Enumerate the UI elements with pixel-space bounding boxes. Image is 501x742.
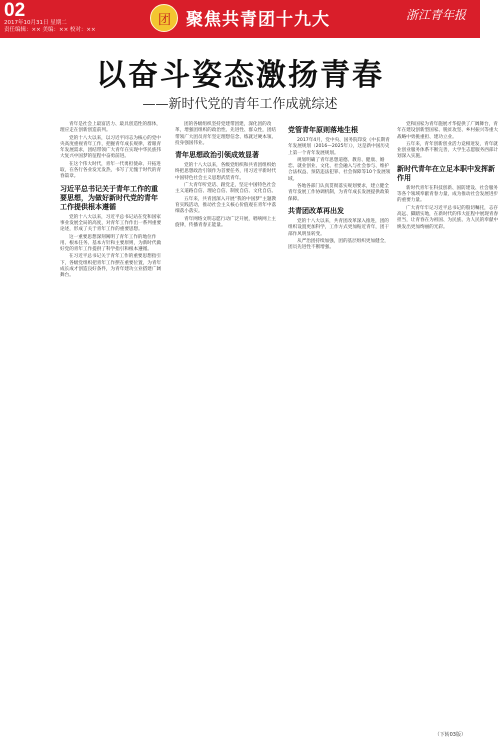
page-number: 02 xyxy=(4,0,26,21)
paragraph: 党的十八大以来，习近平总书记站在党和国家事业发展全局的高度，对青年工作作出一系列重要论述，形成了关于青年工作的重要思想。 xyxy=(60,214,162,233)
newspaper-logo: 浙江青年报 xyxy=(406,8,467,22)
paragraph: 党的十八大以来，各级党组织和共青团组织始终把思想政治引领作为首要任务，用习近平新时代中国特色社会主义思想武装青年。 xyxy=(175,163,277,181)
section-subhead: 青年思想政治引领成效显著 xyxy=(175,151,259,160)
paragraph: 从严治团持续加强，团的基层组织更加健全，团员先进性不断增强。 xyxy=(288,238,389,251)
paragraph: 广大青年听党话、跟党走，坚定中国特色社会主义道路自信、理论自信、制度自信、文化自信。 xyxy=(175,183,277,195)
page-header xyxy=(0,0,480,38)
article-column-1 xyxy=(60,122,164,734)
article-column-3 xyxy=(288,122,392,734)
paragraph: 党和国家为青年施展才华提供了广阔舞台，青年在建设创新型国家、脱贫攻坚、乡村振兴等重大战略中勇挑重担、建功立业。 xyxy=(397,122,499,140)
article-column-2 xyxy=(175,122,279,734)
issue-meta-line1: 2017年10月31日 星期二 xyxy=(4,20,67,26)
paragraph: 党的十八大以来，以习近平同志为核心的党中央高度重视青年工作，把握青年成长规律，着眼青年发展需求，团结带领广大青年在实现中华民族伟大复兴中国梦的征程中奋勇前进。 xyxy=(60,135,162,160)
issue-meta-line2: 责任编辑：×× 美编：×× 校对：×× xyxy=(4,27,96,33)
paragraph: 五年来，青年创新创业活力竞相迸发，青年就业创业服务体系不断完善，大学生志愿服务西部计划深入实施。 xyxy=(397,141,499,160)
article-column-4 xyxy=(397,122,501,734)
paragraph: 青年是社会上最富活力、最具创造性的群体，理应走在创新创造前列。 xyxy=(60,122,161,134)
section-subhead: 习近平总书记关于青年工作的重要思想，为做好新时代党的青年工作提供根本遵循 xyxy=(60,184,158,211)
paragraph: 团的各级组织坚持党建带团建，深化团的改革，增强团组织的政治性、先进性、群众性，团结带领广大团员青年坚定理想信念、练就过硬本领、投身强国伟业。 xyxy=(175,122,277,146)
continued-on-page-note: （下转03版） xyxy=(434,732,466,738)
paragraph: 在这个伟大时代，青年一代勇担使命、开拓进取，在各行各业发光发热，书写了无愧于时代的青春篇章。 xyxy=(60,161,162,180)
issue-meta xyxy=(4,20,96,34)
article-headline: 以奋斗姿态激扬青春 xyxy=(96,58,384,93)
paragraph: 规划明确了青年思想道德、教育、健康、婚恋、就业创业、文化、社会融入与社会参与、维护合法权益、预防违法犯罪、社会保障等10个发展领域。 xyxy=(288,157,391,182)
paragraph: 在习近平总书记关于青年工作的重要思想指引下，各级党组织把青年工作摆在重要位置，为青年成长成才创造良好条件，为青年建功立业搭建广阔舞台。 xyxy=(60,254,162,279)
paragraph: 青年网络文明志愿行动广泛开展，唱响网上主旋律，传播青春正能量。 xyxy=(175,216,276,228)
section-subhead: 新时代青年在立足本职中发挥新作用 xyxy=(397,164,495,182)
section-title: 聚焦共青团十九大 xyxy=(186,10,330,30)
paragraph: 五年来，共青团深入开展“我的中国梦”主题教育实践活动，推动社会主义核心价值观在青年中落细落小落实。 xyxy=(175,196,277,215)
article-subheadline: ——新时代党的青年工作成就综述 xyxy=(142,97,338,112)
paragraph: 这一重要思想深刻阐明了青年工作的地位作用、根本任务、基本方针和主要原则，为新时代做好党的青年工作提供了科学指引和根本遵循。 xyxy=(60,234,162,253)
paragraph: 新时代青年在科技创新、国防建设、社会服务等各个领域奉献青春力量，成为推动社会发展进步的重要力量。 xyxy=(397,185,499,204)
paragraph: 2017年4月，党中央、国务院印发《中长期青年发展规划（2016—2025年）》，这是新中国历史上第一个青年发展规划。 xyxy=(288,138,390,156)
paragraph: 广大青年牢记习近平总书记的殷切嘱托，志存高远、脚踏实地，在新时代的伟大征程中展现青春担当，让青春在为祖国、为民族、为人民的奉献中焕发出更加绚丽的光彩。 xyxy=(397,205,499,230)
section-subhead: 共青团改革再出发 xyxy=(288,206,344,215)
paragraph: 党的十八大以来，共青团改革深入推进，团的组织设置更加科学，工作方式更加贴近青年，团干部作风明显转变。 xyxy=(288,218,390,237)
section-subhead: 党管青年原则落地生根 xyxy=(288,126,358,134)
paragraph: 各地各部门认真贯彻落实规划要求，建立健全青年发展工作协调机制，为青年成长发展提供政策保障。 xyxy=(288,184,390,202)
youth-league-emblem-icon: 团 xyxy=(150,4,178,32)
